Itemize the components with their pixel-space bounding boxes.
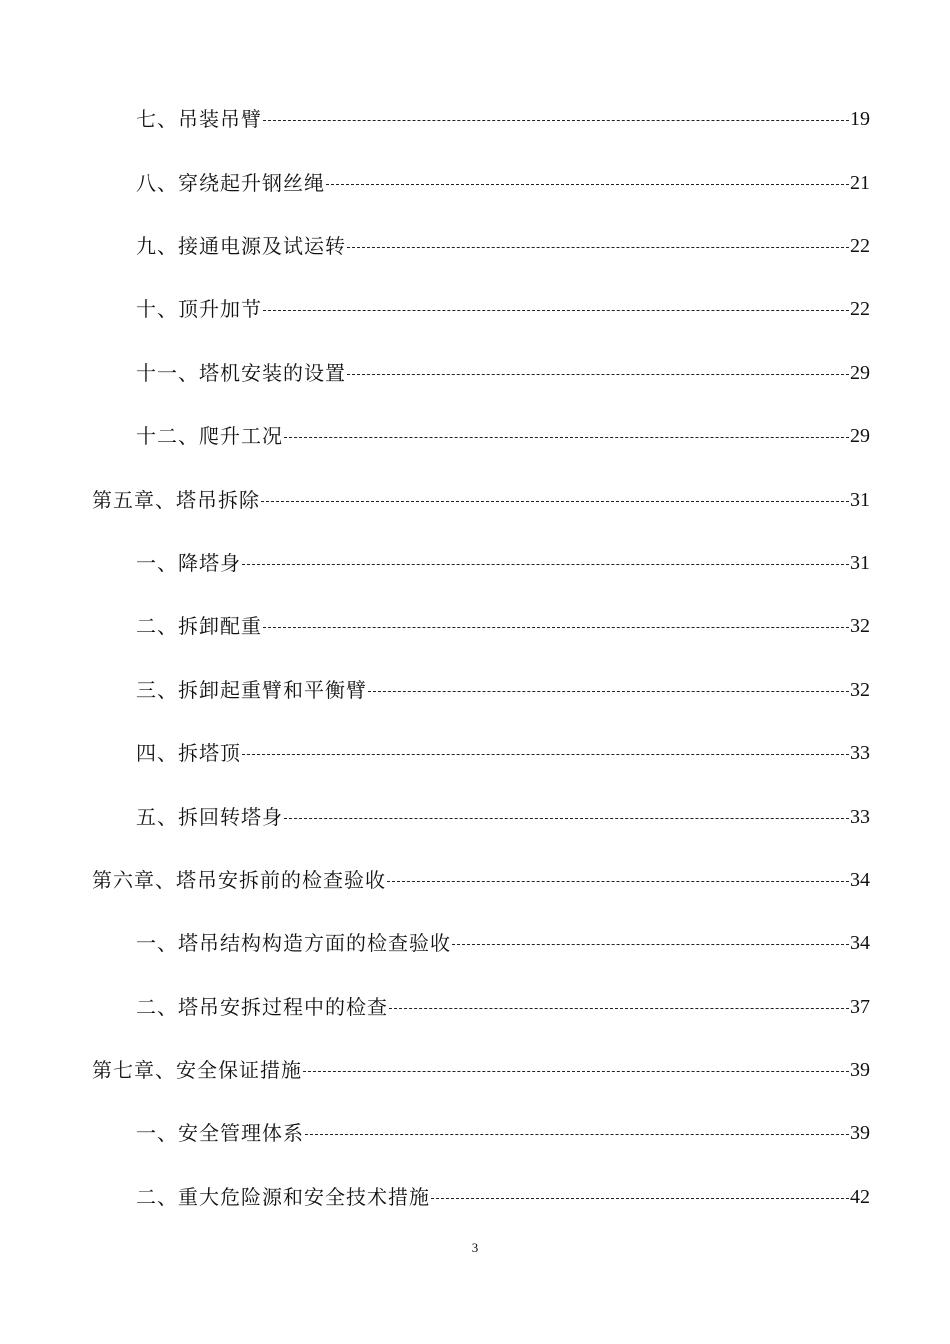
toc-entry-page: 39 xyxy=(850,1059,870,1081)
toc-entry-title: 一、降塔身 xyxy=(136,551,241,575)
toc-entry-title: 九、接通电源及试运转 xyxy=(136,234,346,258)
toc-entry-page: 39 xyxy=(850,1122,870,1144)
toc-entry-page: 19 xyxy=(850,108,870,130)
toc-entry[interactable] xyxy=(136,357,870,389)
toc-entry-page: 21 xyxy=(850,172,870,194)
toc-entry-title: 八、穿绕起升钢丝绳 xyxy=(136,171,325,195)
toc-entry-page: 33 xyxy=(850,806,870,828)
toc-entry-page: 34 xyxy=(850,932,870,954)
toc-leader-dashes xyxy=(326,184,849,185)
toc-leader-dashes xyxy=(347,247,849,248)
toc-entry-page: 37 xyxy=(850,996,870,1018)
toc-leader-dashes xyxy=(389,1008,849,1009)
toc-entry-page: 22 xyxy=(850,298,870,320)
toc-entry-page: 29 xyxy=(850,425,870,447)
toc-leader-dashes xyxy=(452,944,849,945)
toc-entry-page: 31 xyxy=(850,489,870,511)
toc-leader-dashes xyxy=(347,374,849,375)
toc-leader-dashes xyxy=(303,1071,849,1072)
toc-entry[interactable] xyxy=(136,1117,870,1149)
toc-chapter-entry[interactable] xyxy=(92,864,870,896)
toc-entry-title: 二、重大危险源和安全技术措施 xyxy=(136,1185,430,1209)
toc-leader-dashes xyxy=(242,564,849,565)
toc-entry-page: 22 xyxy=(850,235,870,257)
toc-entry-page: 32 xyxy=(850,615,870,637)
toc-entry[interactable] xyxy=(136,801,870,833)
toc-entry-title: 五、拆回转塔身 xyxy=(136,805,283,829)
toc-entry-title: 一、塔吊结构构造方面的检查验收 xyxy=(136,931,451,955)
toc-leader-dashes xyxy=(284,437,849,438)
toc-entry[interactable] xyxy=(136,1181,870,1213)
toc-entry[interactable] xyxy=(136,230,870,262)
toc-entry-title: 十一、塔机安装的设置 xyxy=(136,361,346,385)
toc-entry[interactable] xyxy=(136,674,870,706)
toc-chapter-entry[interactable] xyxy=(92,1054,870,1086)
toc-entry-title: 第五章、塔吊拆除 xyxy=(92,488,260,512)
toc-entry-title: 三、拆卸起重臂和平衡臂 xyxy=(136,678,367,702)
toc-leader-dashes xyxy=(242,754,849,755)
toc-chapter-entry[interactable] xyxy=(92,484,870,516)
toc-entry-title: 二、塔吊安拆过程中的检查 xyxy=(136,995,388,1019)
toc-entry-title: 七、吊装吊臂 xyxy=(136,107,262,131)
toc-entry-title: 十二、爬升工况 xyxy=(136,424,283,448)
toc-entry-title: 四、拆塔顶 xyxy=(136,741,241,765)
toc-entry[interactable] xyxy=(136,991,870,1023)
toc-entry-page: 33 xyxy=(850,742,870,764)
toc-entry-page: 42 xyxy=(850,1186,870,1208)
toc-entry[interactable] xyxy=(136,610,870,642)
toc-entry[interactable] xyxy=(136,167,870,199)
toc-entry-title: 十、顶升加节 xyxy=(136,297,262,321)
toc-entry-title: 第七章、安全保证措施 xyxy=(92,1058,302,1082)
toc-leader-dashes xyxy=(284,818,849,819)
toc-entry[interactable] xyxy=(136,547,870,579)
toc-entry-page: 29 xyxy=(850,362,870,384)
toc-leader-dashes xyxy=(387,881,849,882)
toc-leader-dashes xyxy=(263,120,849,121)
toc-leader-dashes xyxy=(368,691,849,692)
toc-entry[interactable] xyxy=(136,293,870,325)
toc-leader-dashes xyxy=(263,627,849,628)
page-number: 3 xyxy=(471,1240,479,1255)
toc-leader-dashes xyxy=(263,310,849,311)
toc-leader-dashes xyxy=(305,1134,849,1135)
toc-entry-page: 32 xyxy=(850,679,870,701)
toc-entry-title: 第六章、塔吊安拆前的检查验收 xyxy=(92,868,386,892)
toc-entry-title: 一、安全管理体系 xyxy=(136,1121,304,1145)
toc-entry-page: 34 xyxy=(850,869,870,891)
toc-entry-page: 31 xyxy=(850,552,870,574)
toc-entry[interactable] xyxy=(136,737,870,769)
toc-entry[interactable] xyxy=(136,927,870,959)
toc-entry[interactable] xyxy=(136,420,870,452)
toc-entry-title: 二、拆卸配重 xyxy=(136,614,262,638)
toc-leader-dashes xyxy=(431,1198,849,1199)
toc-entry[interactable] xyxy=(136,103,870,135)
toc-leader-dashes xyxy=(261,501,849,502)
